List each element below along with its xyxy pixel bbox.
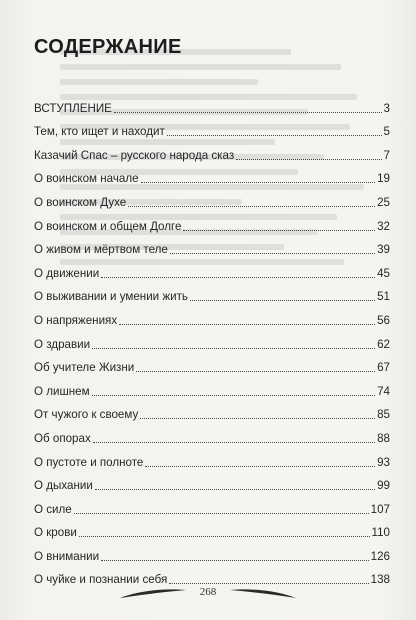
toc-entry: [34, 540, 390, 564]
dot-leader: [128, 206, 375, 207]
dot-leader: [74, 513, 369, 514]
toc-entry-title: О живом и мёртвом теле: [34, 243, 168, 257]
toc-entry-page: 62: [377, 337, 390, 351]
toc-entry-page: 93: [377, 455, 390, 469]
toc-entry-page: 56: [377, 313, 390, 327]
dot-leader: [79, 536, 370, 537]
toc-entry-page: 51: [377, 290, 390, 304]
toc-entry-page: 85: [377, 408, 390, 422]
dot-leader: [136, 371, 375, 372]
toc-entry-page: 110: [371, 526, 390, 540]
dot-leader: [183, 230, 375, 231]
dot-leader: [101, 277, 375, 278]
toc-entry-title: Об опорах: [34, 431, 91, 445]
toc-entry-page: 45: [377, 266, 390, 280]
toc-entry: [34, 163, 390, 187]
toc-entry-title: О крови: [34, 526, 77, 540]
toc-entry: [34, 92, 390, 116]
dot-leader: [92, 348, 375, 349]
toc-entry: [34, 210, 390, 234]
toc-entry: [34, 422, 390, 446]
toc-entry-page: 7: [383, 148, 390, 162]
toc-entry-title: О внимании: [34, 549, 100, 563]
toc-entry: [34, 139, 390, 163]
toc-entry-title: О воинском Духе: [34, 195, 127, 209]
dot-leader: [95, 489, 375, 490]
left-swash-ornament-icon: [118, 583, 188, 603]
toc-entry: [34, 281, 390, 305]
toc-entry: [34, 257, 390, 281]
toc-entry: [34, 446, 390, 470]
toc-entry: [34, 470, 390, 494]
dot-leader: [93, 442, 375, 443]
dot-leader: [141, 182, 376, 183]
toc-entry: [34, 399, 390, 423]
toc-entry-page: 3: [383, 101, 390, 115]
dot-leader: [114, 112, 382, 113]
dot-leader: [119, 324, 375, 325]
dot-leader: [170, 253, 375, 254]
toc-entry-title: О воинском и общем Долге: [34, 219, 182, 233]
toc-entry-title: Тем, кто ищет и находит: [34, 125, 165, 139]
toc-entry: [34, 304, 390, 328]
dot-leader: [101, 560, 369, 561]
toc-entry-title: О дыхании: [34, 479, 93, 493]
toc-entry-title: От чужого к своему: [34, 408, 139, 422]
right-swash-ornament-icon: [228, 583, 298, 603]
toc-entry-title: О пустоте и полноте: [34, 455, 144, 469]
toc-entry-title: ВСТУПЛЕНИЕ: [34, 101, 112, 115]
page-footer: [0, 583, 416, 605]
toc-entry-page: 74: [377, 384, 390, 398]
dot-leader: [145, 466, 375, 467]
toc-entry-title: О здравии: [34, 337, 91, 351]
toc-entry: [34, 493, 390, 517]
toc-entry-title: О силе: [34, 502, 72, 516]
toc-entry-page: 88: [377, 431, 390, 445]
toc-entry-title: О лишнем: [34, 384, 90, 398]
toc-entry: [34, 352, 390, 376]
dot-leader: [92, 395, 375, 396]
toc-entry: [34, 234, 390, 258]
page-number: 268: [199, 586, 217, 598]
toc-entry-title: О чуйке и познании себя: [34, 573, 168, 587]
toc-entry: [34, 186, 390, 210]
toc-entry-page: 25: [377, 195, 390, 209]
dot-leader: [236, 159, 381, 160]
toc-entry-page: 19: [377, 172, 390, 186]
toc-entry-page: 39: [377, 243, 390, 257]
toc-entry-title: О воинском начале: [34, 172, 139, 186]
toc-entry-page: 138: [370, 573, 390, 587]
toc-entry-page: 107: [370, 502, 390, 516]
toc-entry: [34, 517, 390, 541]
dot-leader: [140, 418, 375, 419]
toc-entry-title: Об учителе Жизни: [34, 361, 135, 375]
toc-entry: [34, 328, 390, 352]
dot-leader: [190, 300, 375, 301]
toc-entry-page: 99: [377, 479, 390, 493]
toc-entry-title: Казачий Спас – русского народа сказ: [34, 148, 235, 162]
toc-entry-title: О движении: [34, 266, 100, 280]
toc-entry-page: 32: [377, 219, 390, 233]
page-title: СОДЕРЖАНИЕ: [34, 36, 182, 58]
toc-entry-page: 67: [377, 361, 390, 375]
table-of-contents: [34, 92, 390, 587]
toc-entry-title: О выживании и умении жить: [34, 290, 188, 304]
toc-entry-page: 5: [383, 125, 390, 139]
toc-entry-page: 126: [370, 549, 390, 563]
toc-entry-title: О напряжениях: [34, 313, 118, 327]
toc-entry: [34, 375, 390, 399]
toc-entry: [34, 116, 390, 140]
dot-leader: [167, 135, 382, 136]
